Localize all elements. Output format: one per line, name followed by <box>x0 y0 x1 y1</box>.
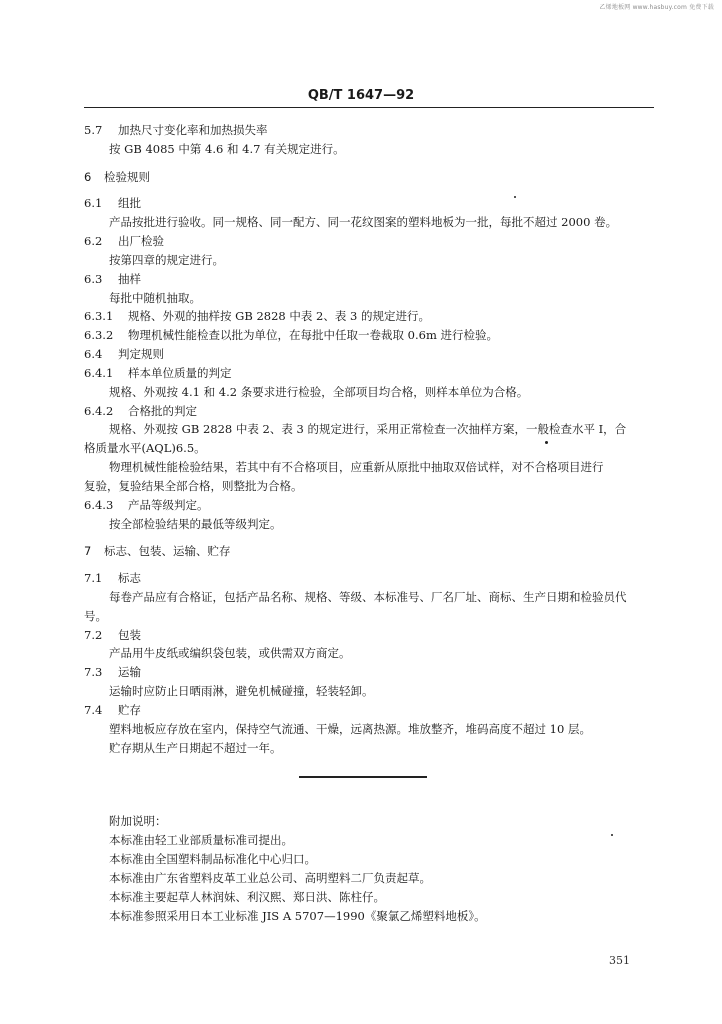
clause-title: 标志 <box>118 571 141 585</box>
clause-7-2-text: 产品用牛皮纸或编织袋包装，或供需双方商定。 <box>109 646 351 660</box>
clause-6-3-text: 每批中随机抽取。 <box>109 291 201 305</box>
clause-6-4-2-text-line-2: 格质量水平(AQL)6.5。 <box>84 441 206 455</box>
clause-6-4-1-text: 规格、外观按 4.1 和 4.2 条要求进行检验，全部项目均合格，则样本单位为合格。 <box>109 385 529 399</box>
clause-number: 6.4.2 <box>84 404 114 418</box>
scan-speck <box>611 834 613 836</box>
clause-6-4-1 <box>84 366 232 380</box>
clause-6-4-2-text-line-4: 复验，复验结果全部合格，则整批为合格。 <box>84 479 303 493</box>
clause-title: 加热尺寸变化率和加热损失率 <box>118 123 268 137</box>
clause-6-4-2-text-line-3: 物理机械性能检验结果，若其中有不合格项目，应重新从原批中抽取双倍试样，对不合格项目进行 <box>109 460 604 474</box>
scan-dot <box>545 441 548 444</box>
clause-7-1-text-line-1: 每卷产品应有合格证，包括产品名称、规格、等级、本标准号、厂名厂址、商标、生产日期和检验员代 <box>109 590 627 604</box>
clause-6-2-text: 按第四章的规定进行。 <box>109 253 224 267</box>
clause-number: 7.3 <box>84 665 103 679</box>
clause-title: 运输 <box>118 665 141 679</box>
standard-number-header: QB/T 1647—92 <box>307 88 415 103</box>
clause-title: 样本单位质量的判定 <box>128 366 232 380</box>
clause-5-7-text: 按 GB 4085 中第 4.6 和 4.7 有关规定进行。 <box>109 142 345 156</box>
notes-heading: 附加说明： <box>109 814 167 828</box>
clause-7-4 <box>84 703 141 717</box>
clause-number: 7.2 <box>84 628 103 642</box>
clause-6-4 <box>84 347 164 361</box>
clause-6-4-2 <box>84 404 197 418</box>
clause-number: 6.4 <box>84 347 103 361</box>
section-number: 6 <box>84 170 92 184</box>
clause-6-3 <box>84 272 141 286</box>
clause-7-1-text-line-2: 号。 <box>84 609 107 623</box>
clause-number: 6.3 <box>84 272 103 286</box>
note-line: 本标准参照采用日本工业标准 JIS A 5707—1990《聚氯乙烯塑料地板》。 <box>109 909 486 923</box>
clause-number: 5.7 <box>84 123 103 137</box>
clause-number: 6.1 <box>84 196 103 210</box>
clause-6-3-2 <box>84 328 498 342</box>
clause-title: 合格批的判定 <box>128 404 197 418</box>
clause-5-7 <box>84 123 268 137</box>
clause-title: 包装 <box>118 628 141 642</box>
clause-number: 6.4.3 <box>84 498 114 512</box>
note-line: 本标准由广东省塑料皮革工业总公司、高明塑料二厂负责起草。 <box>109 871 431 885</box>
clause-6-4-2-text-line-1: 规格、外观按 GB 2828 中表 2、表 3 的规定进行，采用正常检查一次抽样方案，一般检查水平 I，合 <box>109 422 627 436</box>
clause-7-4-text-line-2: 贮存期从生产日期起不超过一年。 <box>109 741 282 755</box>
watermark-text: 乙烯地板网 www.hasbuy.com 免费下载 <box>599 4 714 11</box>
clause-number: 7.4 <box>84 703 103 717</box>
clause-title: 组批 <box>118 196 141 210</box>
clause-7-3-text: 运输时应防止日晒雨淋，避免机械碰撞，轻装轻卸。 <box>109 684 374 698</box>
clause-6-2 <box>84 234 164 248</box>
clause-7-3 <box>84 665 141 679</box>
clause-6-1-text: 产品按批进行验收。同一规格、同一配方、同一花纹图案的塑料地板为一批，每批不超过 2000 卷。 <box>109 215 618 229</box>
section-number: 7 <box>84 544 92 558</box>
clause-title: 出厂检验 <box>118 234 164 248</box>
clause-text: 产品等级判定。 <box>128 498 209 512</box>
clause-7-1 <box>84 571 141 585</box>
clause-number: 6.3.1 <box>84 309 114 323</box>
note-line: 本标准由全国塑料制品标准化中心归口。 <box>109 852 316 866</box>
header-rule <box>84 107 654 108</box>
clause-7-4-text-line-1: 塑料地板应存放在室内，保持空气流通、干燥，远离热源。堆放整齐，堆码高度不超过 10 层。 <box>109 722 591 736</box>
section-7-heading <box>84 544 231 558</box>
clause-title: 判定规则 <box>118 347 164 361</box>
clause-6-1 <box>84 196 141 210</box>
section-title: 检验规则 <box>104 170 150 184</box>
clause-6-3-1 <box>84 309 430 323</box>
clause-text: 物理机械性能检查以批为单位，在每批中任取一卷裁取 0.6m 进行检验。 <box>128 328 499 342</box>
clause-number: 6.2 <box>84 234 103 248</box>
clause-title: 抽样 <box>118 272 141 286</box>
clause-7-2 <box>84 628 141 642</box>
section-title: 标志、包装、运输、贮存 <box>104 544 231 558</box>
scan-speck <box>514 196 516 198</box>
section-6-heading <box>84 170 150 184</box>
page-number: 351 <box>609 954 630 967</box>
clause-number: 6.3.2 <box>84 328 114 342</box>
clause-6-4-3-text: 按全部检验结果的最低等级判定。 <box>109 517 282 531</box>
note-line: 本标准主要起草人林润妹、利汉熙、郑日洪、陈柱仔。 <box>109 890 385 904</box>
clause-number: 7.1 <box>84 571 103 585</box>
note-line: 本标准由轻工业部质量标准司提出。 <box>109 833 293 847</box>
clause-number: 6.4.1 <box>84 366 114 380</box>
clause-title: 贮存 <box>118 703 141 717</box>
clause-6-4-3 <box>84 498 209 512</box>
end-of-text-rule <box>299 776 427 778</box>
clause-text: 规格、外观的抽样按 GB 2828 中表 2、表 3 的规定进行。 <box>128 309 430 323</box>
